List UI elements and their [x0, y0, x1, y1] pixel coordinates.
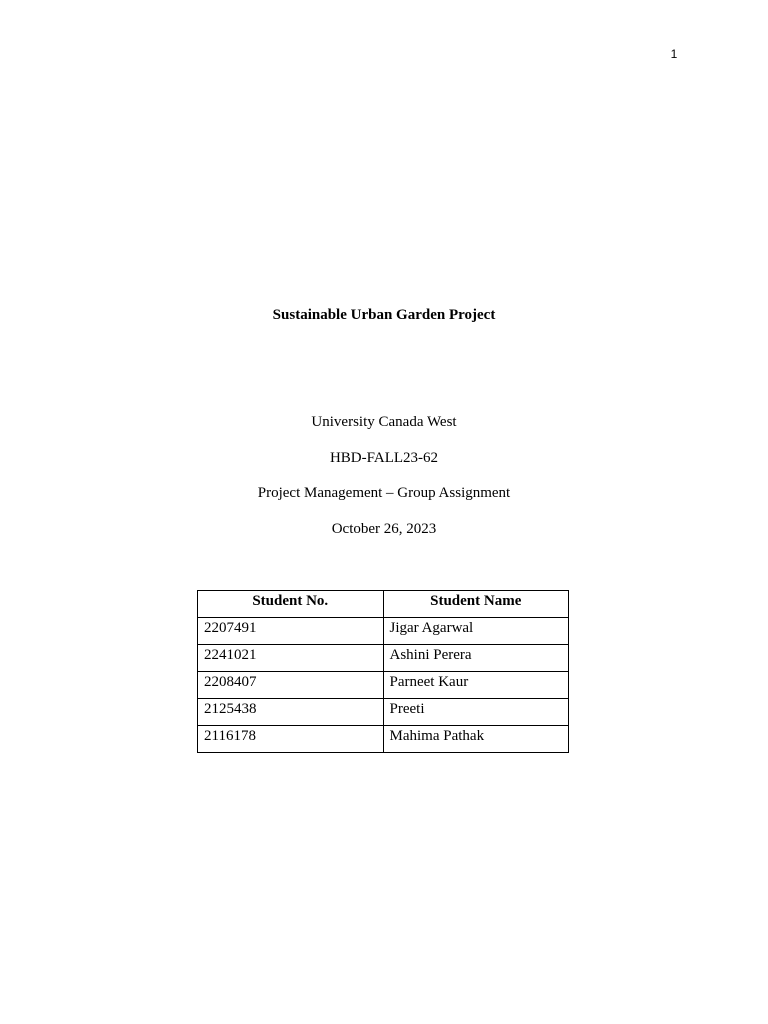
course-assignment: Project Management – Group Assignment: [257, 485, 511, 501]
table-row: [198, 699, 569, 726]
student-table: [197, 590, 569, 753]
header-student-name: Student Name: [383, 591, 569, 618]
page-number: 1: [670, 47, 678, 61]
submission-date: October 26, 2023: [331, 521, 437, 537]
student-no-cell: 2241021: [198, 645, 384, 672]
table-header-row: [198, 591, 569, 618]
table-row: [198, 672, 569, 699]
student-name-cell: Mahima Pathak: [383, 726, 569, 753]
student-name-cell: Parneet Kaur: [383, 672, 569, 699]
student-no-cell: 2125438: [198, 699, 384, 726]
university-name: University Canada West: [311, 414, 457, 430]
student-no-cell: 2116178: [198, 726, 384, 753]
table-row: [198, 618, 569, 645]
student-no-cell: 2208407: [198, 672, 384, 699]
student-name-cell: Preeti: [383, 699, 569, 726]
student-no-cell: 2207491: [198, 618, 384, 645]
table-row: [198, 645, 569, 672]
course-code: HBD-FALL23-62: [329, 450, 439, 466]
student-name-cell: Ashini Perera: [383, 645, 569, 672]
student-name-cell: Jigar Agarwal: [383, 618, 569, 645]
table-row: [198, 726, 569, 753]
document-title: Sustainable Urban Garden Project: [272, 307, 496, 323]
header-student-no: Student No.: [198, 591, 384, 618]
